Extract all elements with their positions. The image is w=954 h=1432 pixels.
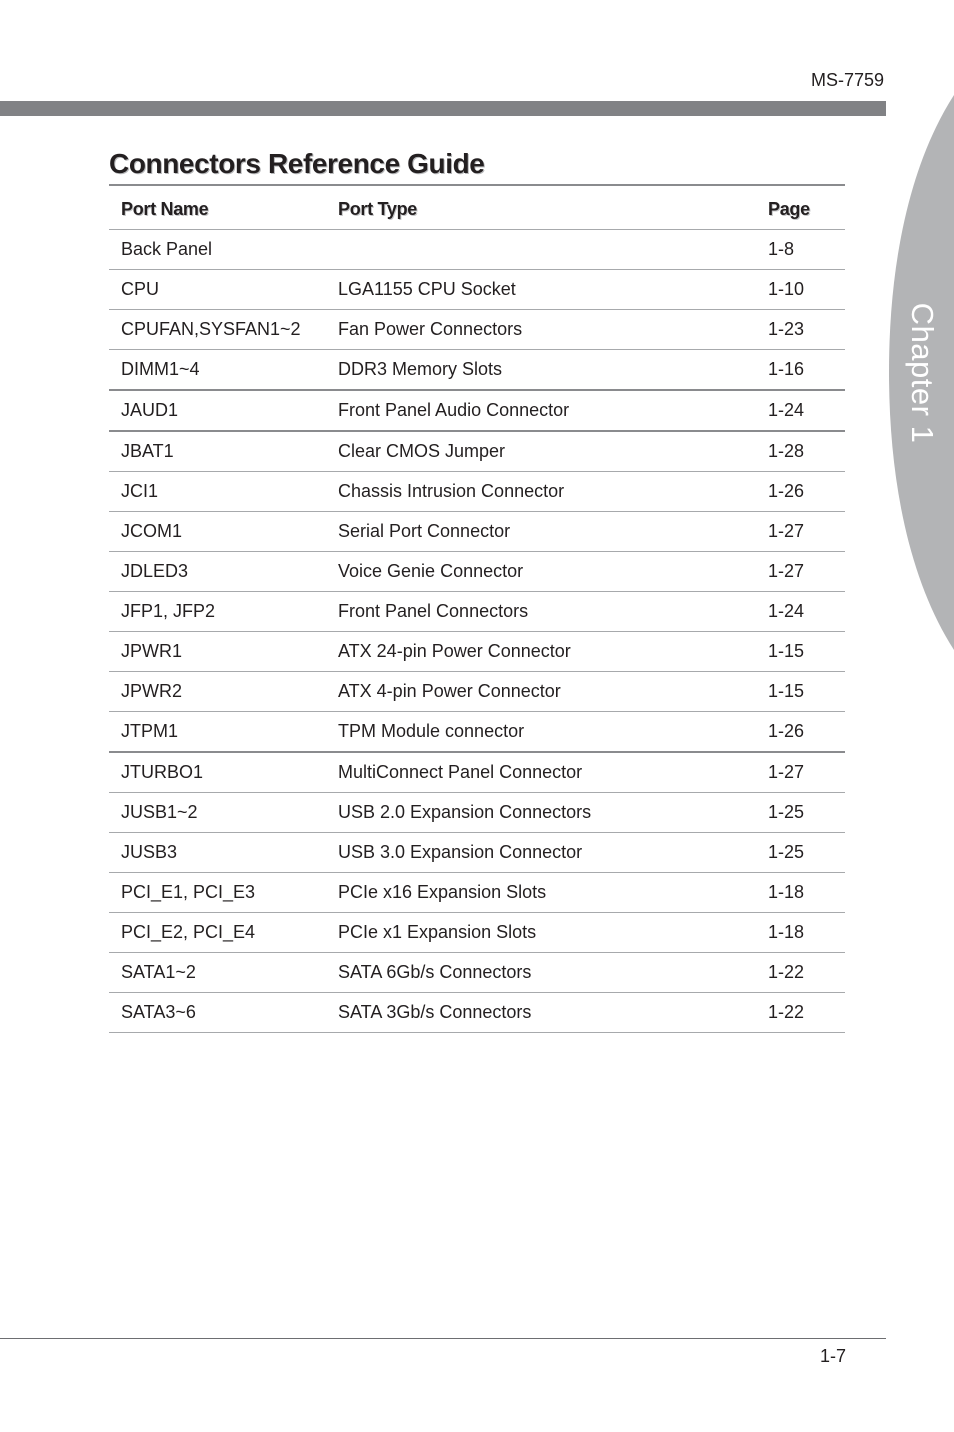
table-row — [109, 993, 845, 1033]
port-type-cell: LGA1155 CPU Socket — [326, 270, 756, 310]
port-name-cell: JFP1, JFP2 — [109, 592, 326, 632]
page-cell: 1-15 — [756, 672, 845, 712]
port-type-cell — [326, 230, 756, 270]
page-title: Connectors Reference Guide — [109, 148, 485, 179]
page-cell: 1-27 — [756, 752, 845, 793]
port-type-cell: Fan Power Connectors — [326, 310, 756, 350]
table-row — [109, 913, 845, 953]
page-cell: 1-24 — [756, 592, 845, 632]
port-type-cell: USB 2.0 Expansion Connectors — [326, 793, 756, 833]
port-name-cell: JAUD1 — [109, 390, 326, 431]
page-cell: 1-28 — [756, 431, 845, 472]
header-bar — [0, 101, 886, 116]
port-type-cell: PCIe x1 Expansion Slots — [326, 913, 756, 953]
page-cell: 1-8 — [756, 230, 845, 270]
port-name-cell: JUSB1~2 — [109, 793, 326, 833]
port-name-cell: SATA3~6 — [109, 993, 326, 1033]
table-row — [109, 592, 845, 632]
port-type-cell: USB 3.0 Expansion Connector — [326, 833, 756, 873]
table-row — [109, 552, 845, 592]
port-name-cell: JBAT1 — [109, 431, 326, 472]
page-number: 1-7 — [819, 1346, 846, 1366]
port-type-cell: SATA 6Gb/s Connectors — [326, 953, 756, 993]
port-name-cell: JCI1 — [109, 472, 326, 512]
page-cell: 1-10 — [756, 270, 845, 310]
page-cell: 1-26 — [756, 712, 845, 753]
port-name-cell: JDLED3 — [109, 552, 326, 592]
port-type-cell: DDR3 Memory Slots — [326, 350, 756, 391]
table-row — [109, 230, 845, 270]
page-cell: 1-18 — [756, 913, 845, 953]
page-cell: 1-24 — [756, 390, 845, 431]
port-type-cell: Chassis Intrusion Connector — [326, 472, 756, 512]
page-cell: 1-15 — [756, 632, 845, 672]
port-name-cell: PCI_E1, PCI_E3 — [109, 873, 326, 913]
port-type-cell: MultiConnect Panel Connector — [326, 752, 756, 793]
table-row — [109, 350, 845, 391]
table-row — [109, 310, 845, 350]
table-row — [109, 270, 845, 310]
port-name-cell: JUSB3 — [109, 833, 326, 873]
port-type-cell: PCIe x16 Expansion Slots — [326, 873, 756, 913]
port-name-cell: DIMM1~4 — [109, 350, 326, 391]
table-row — [109, 472, 845, 512]
port-type-cell: Clear CMOS Jumper — [326, 431, 756, 472]
page-cell: 1-18 — [756, 873, 845, 913]
table-row — [109, 512, 845, 552]
page-cell: 1-26 — [756, 472, 845, 512]
port-name-cell: PCI_E2, PCI_E4 — [109, 913, 326, 953]
page-cell: 1-27 — [756, 552, 845, 592]
page-cell: 1-22 — [756, 993, 845, 1033]
port-type-cell: Front Panel Audio Connector — [326, 390, 756, 431]
table-row — [109, 793, 845, 833]
port-name-cell: JTPM1 — [109, 712, 326, 753]
table-row — [109, 712, 845, 753]
table-row — [109, 672, 845, 712]
port-type-cell: TPM Module connector — [326, 712, 756, 753]
port-name-cell: JPWR2 — [109, 672, 326, 712]
chapter-label: Chapter 1 — [905, 302, 940, 444]
port-type-cell: Front Panel Connectors — [326, 592, 756, 632]
port-type-cell: ATX 4-pin Power Connector — [326, 672, 756, 712]
port-name-cell: JCOM1 — [109, 512, 326, 552]
page-cell: 1-23 — [756, 310, 845, 350]
connectors-table — [109, 190, 845, 1033]
footer-rule — [0, 1338, 886, 1339]
table-row — [109, 833, 845, 873]
page-cell: 1-25 — [756, 793, 845, 833]
page-cell: 1-27 — [756, 512, 845, 552]
column-header-port-type: Port Type — [326, 190, 756, 230]
port-name-cell: SATA1~2 — [109, 953, 326, 993]
column-header-page: Page — [756, 190, 845, 230]
model-number: MS-7759 — [810, 70, 884, 90]
port-type-cell: ATX 24-pin Power Connector — [326, 632, 756, 672]
table-row — [109, 953, 845, 993]
port-name-cell: CPUFAN,SYSFAN1~2 — [109, 310, 326, 350]
port-type-cell: Voice Genie Connector — [326, 552, 756, 592]
port-type-cell: SATA 3Gb/s Connectors — [326, 993, 756, 1033]
port-name-cell: Back Panel — [109, 230, 326, 270]
table-row — [109, 431, 845, 472]
table-row — [109, 873, 845, 913]
port-name-cell: JPWR1 — [109, 632, 326, 672]
page-cell: 1-22 — [756, 953, 845, 993]
port-name-cell: CPU — [109, 270, 326, 310]
table-row — [109, 752, 845, 793]
title-rule — [109, 184, 845, 186]
page-cell: 1-16 — [756, 350, 845, 391]
port-type-cell: Serial Port Connector — [326, 512, 756, 552]
table-row — [109, 632, 845, 672]
table-header-row — [109, 190, 845, 230]
port-name-cell: JTURBO1 — [109, 752, 326, 793]
table-row — [109, 390, 845, 431]
column-header-port-name: Port Name — [109, 190, 326, 230]
page-cell: 1-25 — [756, 833, 845, 873]
